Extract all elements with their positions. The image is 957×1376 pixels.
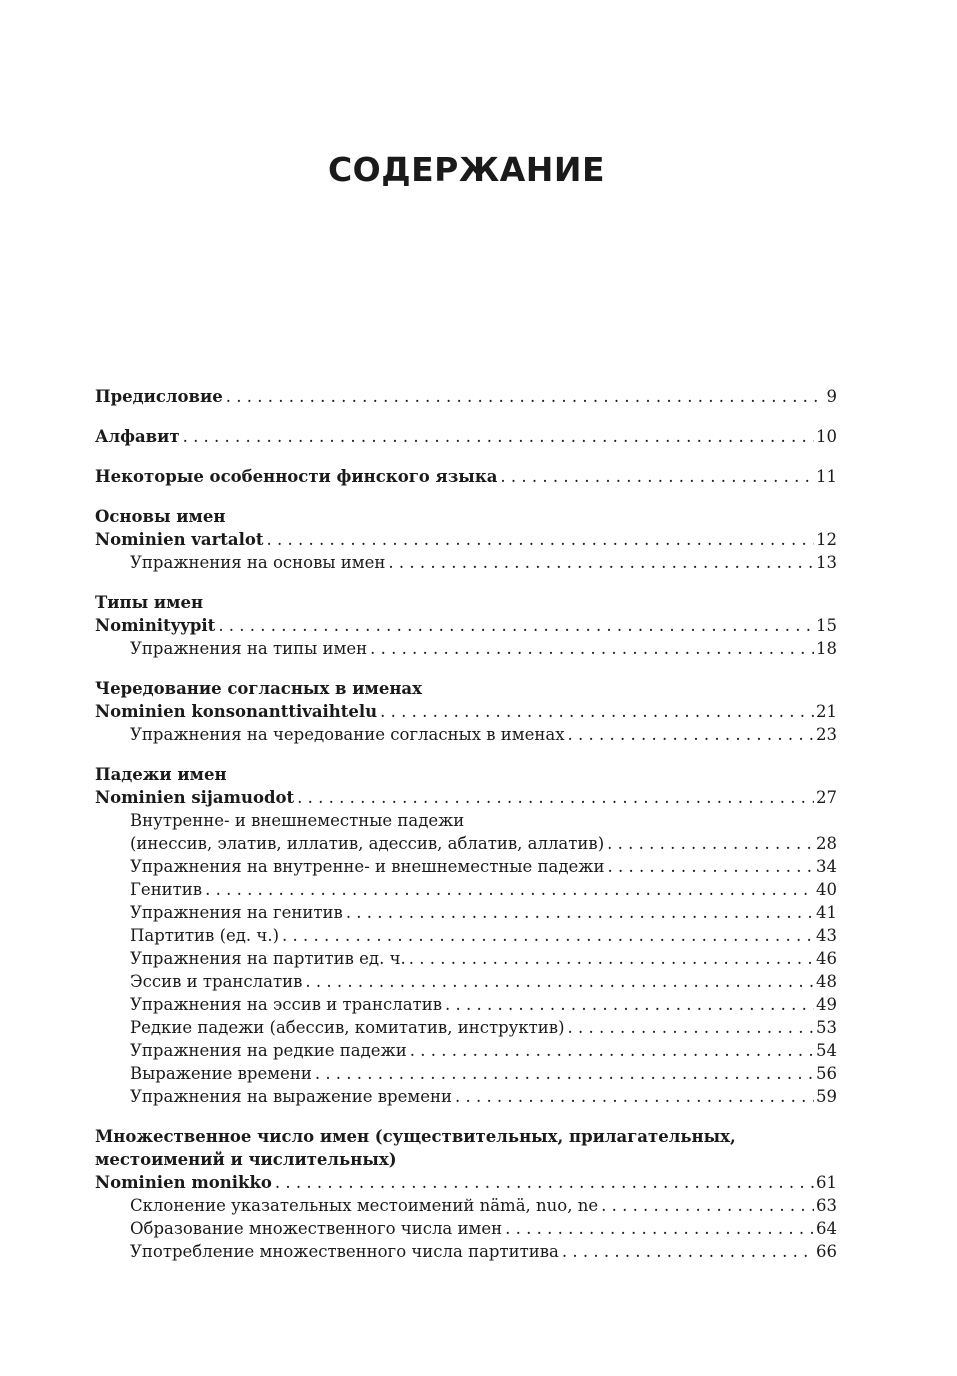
toc-entry-alphabet[interactable] <box>95 425 837 448</box>
toc-entry-title: Nominien monikko <box>95 1173 272 1192</box>
toc-entry-main[interactable] <box>95 1171 837 1194</box>
dot-leader <box>452 1085 814 1108</box>
toc-entry-title: Nominityypit <box>95 616 216 635</box>
toc-subentry[interactable] <box>95 993 837 1016</box>
toc-entry-title: Упражнения на эссив и транслатив <box>130 995 442 1014</box>
toc-subentry[interactable] <box>95 970 837 993</box>
dot-leader <box>272 1171 814 1194</box>
toc-entry-title: Упражнения на типы имен <box>130 639 368 658</box>
toc-subentry[interactable] <box>95 878 837 901</box>
toc-section-gradation <box>95 677 837 746</box>
page-number: 56 <box>816 1064 837 1083</box>
toc-entry-title: Упражнения на внутренне- и внешнеместные падежи <box>130 857 605 876</box>
page-number: 10 <box>816 427 837 446</box>
toc-section-stems <box>95 505 837 574</box>
toc-entry-title: Эссив и транслатив <box>130 972 303 991</box>
dot-leader <box>223 385 825 408</box>
toc-entry-main[interactable] <box>95 614 837 637</box>
dot-leader <box>598 1194 814 1217</box>
page-number: 59 <box>816 1087 837 1106</box>
page-number: 49 <box>816 995 837 1014</box>
toc-subentry[interactable] <box>95 1062 837 1085</box>
toc-entry-title: Упражнения на редкие падежи <box>130 1041 407 1060</box>
toc-section-alphabet <box>95 425 837 448</box>
section-heading-continued: местоимений и числительных) <box>95 1150 397 1169</box>
toc-entry-title: Партитив (ед. ч.) <box>130 926 280 945</box>
toc-entry-preface[interactable] <box>95 385 837 408</box>
section-heading: Основы имен <box>95 507 226 526</box>
dot-leader <box>406 947 814 970</box>
section-heading: Падежи имен <box>95 765 227 784</box>
section-heading: Типы имен <box>95 593 204 612</box>
dot-leader <box>279 924 814 947</box>
toc-subentry[interactable] <box>95 1085 837 1108</box>
page-number: 34 <box>816 857 837 876</box>
dot-leader <box>407 1039 814 1062</box>
toc-entry-title: Nominien sijamuodot <box>95 788 295 807</box>
dot-leader <box>377 700 814 723</box>
toc-entry-title: Упражнения на чередование согласных в именах <box>130 725 565 744</box>
toc-entry-title: Некоторые особенности финского языка <box>95 467 498 486</box>
toc-subentry[interactable] <box>95 1016 837 1039</box>
toc-entry-main[interactable] <box>95 786 837 809</box>
dot-leader <box>604 832 814 855</box>
toc-entry-title: Упражнения на выражение времени <box>130 1087 452 1106</box>
toc-entry-title: Выражение времени <box>130 1064 312 1083</box>
toc-subentry[interactable] <box>95 924 837 947</box>
page-number: 66 <box>816 1242 837 1261</box>
table-of-contents <box>95 385 837 1280</box>
toc-entry-title: Упражнения на генитив <box>130 903 343 922</box>
toc-section-plural <box>95 1125 837 1263</box>
dot-leader <box>202 878 814 901</box>
toc-subentry[interactable] <box>95 1039 837 1062</box>
toc-subentry[interactable] <box>95 901 837 924</box>
page-number: 9 <box>826 387 837 406</box>
toc-section-types <box>95 591 837 660</box>
toc-subentry[interactable] <box>95 1240 837 1263</box>
toc-subentry[interactable] <box>95 1217 837 1240</box>
page-number: 54 <box>816 1041 837 1060</box>
page-number: 40 <box>816 880 837 899</box>
page-number: 28 <box>816 834 837 853</box>
page-number: 53 <box>816 1018 837 1037</box>
toc-entry-title: (инессив, элатив, иллатив, адессив, аблатив, аллатив) <box>130 834 605 853</box>
dot-leader <box>343 901 814 924</box>
toc-entry-title: Упражнения на основы имен <box>130 553 386 572</box>
section-heading: Множественное число имен (существительных, прилагательных, <box>95 1127 736 1146</box>
toc-entry-title: Образование множественного числа имен <box>130 1219 503 1238</box>
toc-entry-title: Предисловие <box>95 387 223 406</box>
page-number: 12 <box>816 530 837 549</box>
toc-entry-features[interactable] <box>95 465 837 488</box>
dot-leader <box>565 723 814 746</box>
dot-leader <box>442 993 814 1016</box>
page-number: 18 <box>816 639 837 658</box>
toc-section-features <box>95 465 837 488</box>
section-heading: Чередование согласных в именах <box>95 679 422 698</box>
page-number: 23 <box>816 725 837 744</box>
page-number: 15 <box>816 616 837 635</box>
dot-leader <box>559 1240 814 1263</box>
page-number: 41 <box>816 903 837 922</box>
dot-leader <box>604 855 814 878</box>
dot-leader <box>367 637 814 660</box>
toc-entry-title: Редкие падежи (абессив, комитатив, инструктив) <box>130 1018 565 1037</box>
toc-subentry[interactable] <box>95 551 837 574</box>
dot-leader <box>385 551 814 574</box>
page-number: 27 <box>816 788 837 807</box>
dot-leader <box>302 970 814 993</box>
toc-subentry[interactable] <box>95 855 837 878</box>
toc-subentry-line[interactable]: Внутренне- и внешнеместные падежи <box>130 811 465 830</box>
dot-leader <box>312 1062 814 1085</box>
dot-leader <box>294 786 814 809</box>
dot-leader <box>497 465 814 488</box>
toc-subentry[interactable] <box>95 832 837 855</box>
toc-section-cases <box>95 763 837 1108</box>
dot-leader <box>502 1217 814 1240</box>
toc-entry-title: Nominien vartalot <box>95 530 264 549</box>
page-number: 48 <box>816 972 837 991</box>
toc-entry-title: Употребление множественного числа партитива <box>130 1242 559 1261</box>
toc-subentry[interactable] <box>95 723 837 746</box>
dot-leader <box>180 425 814 448</box>
toc-entry-main[interactable] <box>95 528 837 551</box>
page-number: 46 <box>816 949 837 968</box>
toc-entry-title: Генитив <box>130 880 203 899</box>
toc-entry-title: Nominien konsonanttivaihtelu <box>95 702 378 721</box>
page-number: 11 <box>816 467 837 486</box>
dot-leader <box>565 1016 814 1039</box>
toc-subentry[interactable] <box>95 1194 837 1217</box>
page-number: 64 <box>816 1219 837 1238</box>
toc-entry-title: Склонение указательных местоимений nämä, nuo, ne <box>130 1196 599 1215</box>
page-number: 13 <box>816 553 837 572</box>
dot-leader <box>264 528 815 551</box>
dot-leader <box>215 614 814 637</box>
toc-entry-title: Упражнения на партитив ед. ч. <box>130 949 406 968</box>
toc-subentry[interactable] <box>95 637 837 660</box>
toc-entry-main[interactable] <box>95 700 837 723</box>
toc-entry-title: Алфавит <box>95 427 180 446</box>
toc-section-preface <box>95 385 837 408</box>
page-number: 43 <box>816 926 837 945</box>
page-number: 61 <box>816 1173 837 1192</box>
page-number: 21 <box>816 702 837 721</box>
page-title: СОДЕРЖАНИЕ <box>327 150 606 189</box>
toc-subentry[interactable] <box>95 947 837 970</box>
page-number: 63 <box>816 1196 837 1215</box>
